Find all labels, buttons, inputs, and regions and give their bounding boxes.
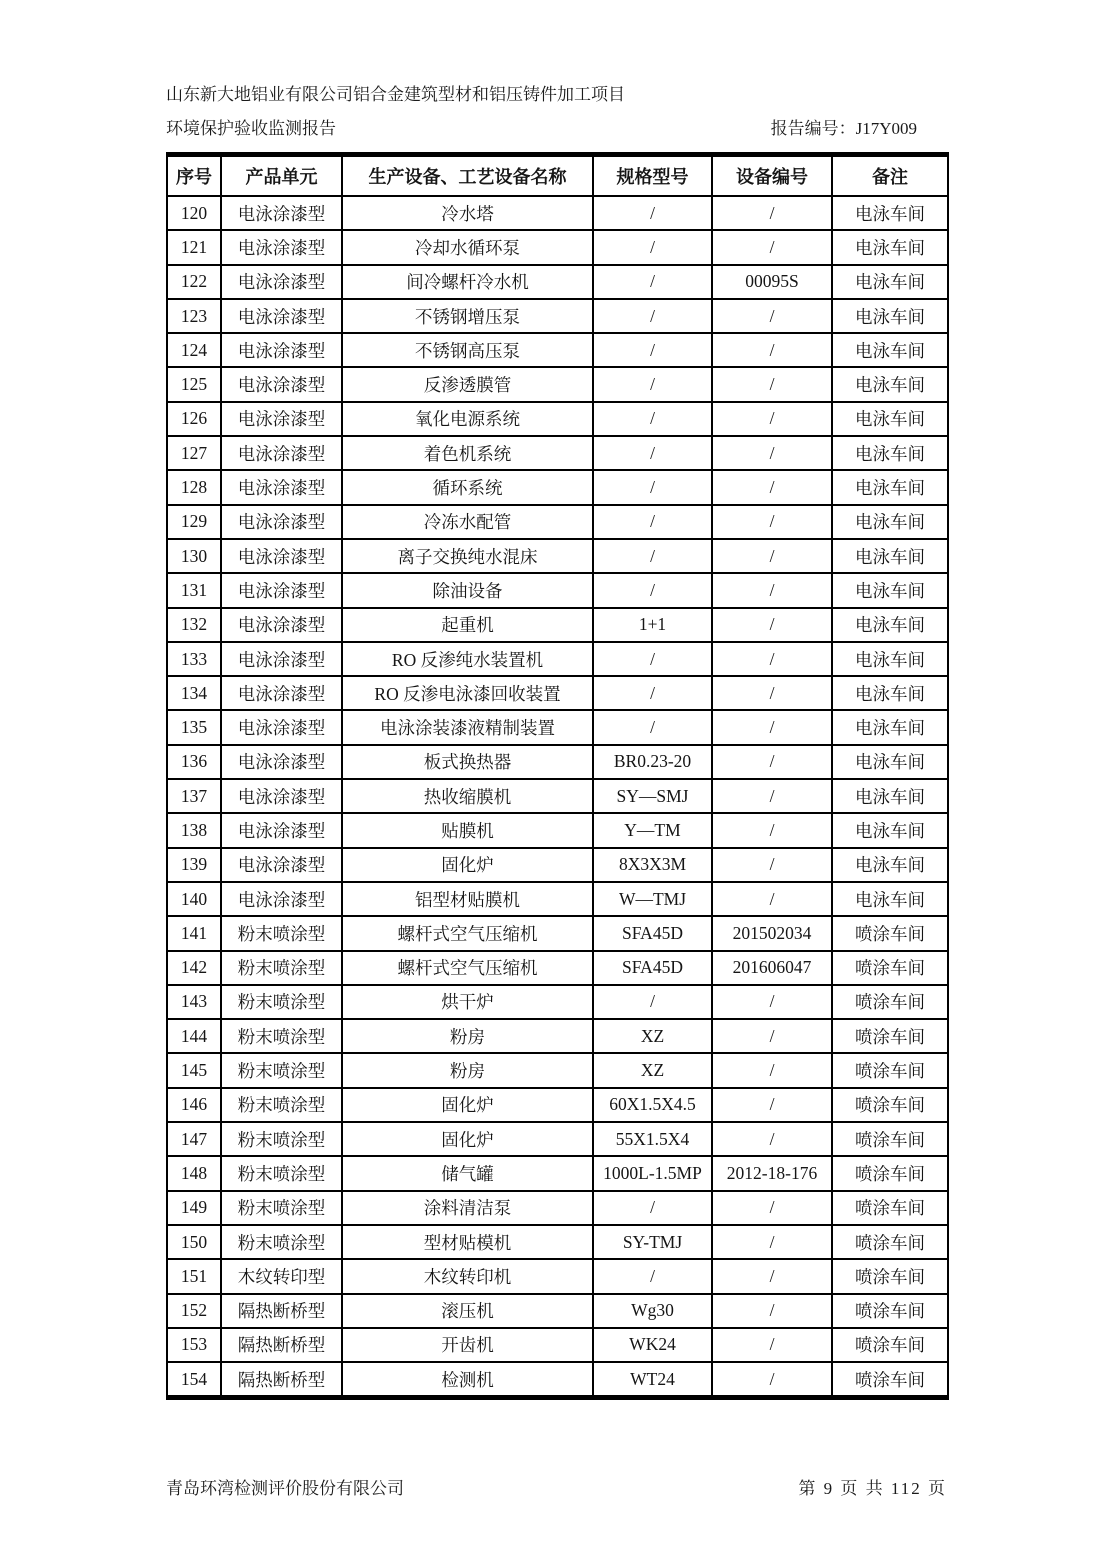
cell-product-unit: 粉末喷涂型 <box>221 985 342 1019</box>
table-row <box>167 985 948 1019</box>
cell-equipment-name: 螺杆式空气压缩机 <box>342 916 593 950</box>
table-head <box>167 155 948 197</box>
cell-product-unit: 隔热断桥型 <box>221 1294 342 1328</box>
cell-product-unit: 粉末喷涂型 <box>221 1191 342 1225</box>
cell-index: 134 <box>167 676 221 710</box>
cell-remark: 电泳车间 <box>832 745 948 779</box>
cell-product-unit: 电泳涂漆型 <box>221 539 342 573</box>
cell-product-unit: 电泳涂漆型 <box>221 573 342 607</box>
cell-index: 124 <box>167 333 221 367</box>
cell-remark: 喷涂车间 <box>832 1156 948 1190</box>
column-header-cell-equipment-name: 生产设备、工艺设备名称 <box>342 155 593 197</box>
table-row <box>167 1053 948 1087</box>
cell-product-unit: 电泳涂漆型 <box>221 230 342 264</box>
cell-equipment-name: 板式换热器 <box>342 745 593 779</box>
cell-equipment-name: 滚压机 <box>342 1294 593 1328</box>
cell-index: 132 <box>167 608 221 642</box>
cell-spec-model: / <box>593 573 712 607</box>
cell-remark: 电泳车间 <box>832 779 948 813</box>
cell-equipment-name: 循环系统 <box>342 470 593 504</box>
cell-product-unit: 电泳涂漆型 <box>221 813 342 847</box>
page-content <box>166 0 947 1499</box>
cell-equipment-name: 离子交换纯水混床 <box>342 539 593 573</box>
cell-index: 152 <box>167 1294 221 1328</box>
cell-equipment-no: / <box>712 230 832 264</box>
cell-equipment-no: 201502034 <box>712 916 832 950</box>
cell-index: 137 <box>167 779 221 813</box>
table-row <box>167 745 948 779</box>
cell-equipment-name: 涂料清洁泵 <box>342 1191 593 1225</box>
cell-spec-model: / <box>593 642 712 676</box>
cell-product-unit: 电泳涂漆型 <box>221 436 342 470</box>
cell-index: 133 <box>167 642 221 676</box>
cell-index: 139 <box>167 848 221 882</box>
cell-index: 121 <box>167 230 221 264</box>
cell-spec-model: 8X3X3M <box>593 848 712 882</box>
cell-remark: 喷涂车间 <box>832 1088 948 1122</box>
document-header <box>166 0 947 146</box>
cell-equipment-name: 固化炉 <box>342 848 593 882</box>
cell-spec-model: W—TMJ <box>593 882 712 916</box>
cell-remark: 电泳车间 <box>832 299 948 333</box>
cell-equipment-name: 冷冻水配管 <box>342 505 593 539</box>
table-row <box>167 299 948 333</box>
cell-equipment-no: / <box>712 1362 832 1398</box>
cell-remark: 电泳车间 <box>832 710 948 744</box>
table-row <box>167 642 948 676</box>
column-header-cell-remark: 备注 <box>832 155 948 197</box>
cell-equipment-name: 开齿机 <box>342 1328 593 1362</box>
column-header-cell-equipment-no: 设备编号 <box>712 155 832 197</box>
table-row <box>167 779 948 813</box>
table-row <box>167 848 948 882</box>
cell-product-unit: 电泳涂漆型 <box>221 745 342 779</box>
cell-equipment-name: 冷却水循环泵 <box>342 230 593 264</box>
cell-index: 153 <box>167 1328 221 1362</box>
cell-equipment-no: / <box>712 676 832 710</box>
table-row <box>167 951 948 985</box>
table-row <box>167 1019 948 1053</box>
cell-equipment-no: 2012-18-176 <box>712 1156 832 1190</box>
cell-spec-model: Wg30 <box>593 1294 712 1328</box>
cell-equipment-no: / <box>712 470 832 504</box>
cell-spec-model: SY-TMJ <box>593 1225 712 1259</box>
cell-remark: 电泳车间 <box>832 882 948 916</box>
table-row <box>167 1362 948 1398</box>
cell-equipment-name: 固化炉 <box>342 1122 593 1156</box>
cell-product-unit: 电泳涂漆型 <box>221 299 342 333</box>
table-row <box>167 333 948 367</box>
cell-equipment-no: / <box>712 710 832 744</box>
table-row <box>167 1259 948 1293</box>
cell-product-unit: 电泳涂漆型 <box>221 402 342 436</box>
cell-remark: 喷涂车间 <box>832 1328 948 1362</box>
cell-spec-model: / <box>593 265 712 299</box>
cell-equipment-no: / <box>712 333 832 367</box>
doc-title-row <box>166 112 947 146</box>
table-row <box>167 882 948 916</box>
table-row <box>167 402 948 436</box>
cell-product-unit: 电泳涂漆型 <box>221 196 342 230</box>
cell-remark: 电泳车间 <box>832 813 948 847</box>
table-row <box>167 710 948 744</box>
cell-remark: 电泳车间 <box>832 367 948 401</box>
cell-remark: 喷涂车间 <box>832 1259 948 1293</box>
cell-equipment-name: RO 反渗电泳漆回收装置 <box>342 676 593 710</box>
cell-equipment-name: 粉房 <box>342 1053 593 1087</box>
cell-index: 151 <box>167 1259 221 1293</box>
cell-spec-model: / <box>593 1191 712 1225</box>
cell-remark: 电泳车间 <box>832 333 948 367</box>
cell-product-unit: 粉末喷涂型 <box>221 1019 342 1053</box>
cell-remark: 喷涂车间 <box>832 1122 948 1156</box>
cell-product-unit: 粉末喷涂型 <box>221 951 342 985</box>
cell-index: 146 <box>167 1088 221 1122</box>
cell-remark: 电泳车间 <box>832 848 948 882</box>
cell-equipment-no: / <box>712 505 832 539</box>
report-number: 报告编号：J17Y009 <box>770 119 917 138</box>
cell-index: 125 <box>167 367 221 401</box>
cell-spec-model: BR0.23-20 <box>593 745 712 779</box>
cell-spec-model: / <box>593 436 712 470</box>
table-row <box>167 196 948 230</box>
cell-product-unit: 粉末喷涂型 <box>221 1122 342 1156</box>
cell-remark: 电泳车间 <box>832 539 948 573</box>
cell-index: 145 <box>167 1053 221 1087</box>
cell-index: 135 <box>167 710 221 744</box>
table-row <box>167 367 948 401</box>
cell-spec-model: WT24 <box>593 1362 712 1398</box>
cell-index: 149 <box>167 1191 221 1225</box>
table-row <box>167 265 948 299</box>
cell-index: 140 <box>167 882 221 916</box>
cell-equipment-name: 冷水塔 <box>342 196 593 230</box>
cell-equipment-no: / <box>712 573 832 607</box>
cell-equipment-no: / <box>712 985 832 1019</box>
cell-spec-model: SFA45D <box>593 951 712 985</box>
document-footer <box>166 1474 947 1499</box>
table-row <box>167 676 948 710</box>
cell-equipment-no: / <box>712 745 832 779</box>
cell-remark: 电泳车间 <box>832 470 948 504</box>
cell-equipment-no: / <box>712 539 832 573</box>
cell-spec-model: / <box>593 710 712 744</box>
table-row <box>167 608 948 642</box>
footer-page-info: 第 9 页 共 112 页 <box>798 1479 947 1499</box>
cell-spec-model: / <box>593 1259 712 1293</box>
cell-equipment-no: / <box>712 642 832 676</box>
cell-remark: 电泳车间 <box>832 676 948 710</box>
cell-equipment-no: / <box>712 1122 832 1156</box>
cell-equipment-name: 电泳涂装漆液精制装置 <box>342 710 593 744</box>
cell-remark: 电泳车间 <box>832 573 948 607</box>
cell-index: 120 <box>167 196 221 230</box>
cell-spec-model: / <box>593 539 712 573</box>
cell-remark: 电泳车间 <box>832 402 948 436</box>
cell-index: 129 <box>167 505 221 539</box>
cell-spec-model: / <box>593 505 712 539</box>
cell-equipment-no: 201606047 <box>712 951 832 985</box>
cell-equipment-name: 不锈钢高压泵 <box>342 333 593 367</box>
cell-equipment-no: / <box>712 813 832 847</box>
cell-index: 147 <box>167 1122 221 1156</box>
cell-equipment-name: 除油设备 <box>342 573 593 607</box>
table-row <box>167 573 948 607</box>
cell-equipment-no: / <box>712 882 832 916</box>
cell-equipment-no: / <box>712 299 832 333</box>
table-row <box>167 1328 948 1362</box>
cell-remark: 喷涂车间 <box>832 1191 948 1225</box>
cell-equipment-no: / <box>712 1225 832 1259</box>
cell-index: 128 <box>167 470 221 504</box>
cell-remark: 电泳车间 <box>832 642 948 676</box>
cell-remark: 电泳车间 <box>832 230 948 264</box>
cell-remark: 电泳车间 <box>832 608 948 642</box>
table-row <box>167 436 948 470</box>
cell-equipment-name: 铝型材贴膜机 <box>342 882 593 916</box>
cell-index: 154 <box>167 1362 221 1398</box>
cell-equipment-no: / <box>712 1088 832 1122</box>
column-header-cell-spec-model: 规格型号 <box>593 155 712 197</box>
cell-equipment-no: / <box>712 1019 832 1053</box>
table-row <box>167 470 948 504</box>
cell-index: 130 <box>167 539 221 573</box>
cell-equipment-no: / <box>712 1294 832 1328</box>
cell-equipment-name: 热收缩膜机 <box>342 779 593 813</box>
cell-spec-model: XZ <box>593 1019 712 1053</box>
cell-spec-model: 55X1.5X4 <box>593 1122 712 1156</box>
cell-product-unit: 隔热断桥型 <box>221 1362 342 1398</box>
table-row <box>167 1225 948 1259</box>
cell-spec-model: SFA45D <box>593 916 712 950</box>
cell-equipment-name: 间冷螺杆冷水机 <box>342 265 593 299</box>
cell-remark: 喷涂车间 <box>832 1053 948 1087</box>
cell-product-unit: 电泳涂漆型 <box>221 710 342 744</box>
cell-spec-model: 1+1 <box>593 608 712 642</box>
cell-spec-model: / <box>593 470 712 504</box>
cell-equipment-no: / <box>712 779 832 813</box>
cell-remark: 喷涂车间 <box>832 1294 948 1328</box>
cell-index: 131 <box>167 573 221 607</box>
cell-spec-model: / <box>593 402 712 436</box>
cell-equipment-name: 粉房 <box>342 1019 593 1053</box>
cell-equipment-no: / <box>712 608 832 642</box>
cell-remark: 喷涂车间 <box>832 1225 948 1259</box>
cell-product-unit: 电泳涂漆型 <box>221 676 342 710</box>
cell-product-unit: 电泳涂漆型 <box>221 333 342 367</box>
cell-spec-model: 60X1.5X4.5 <box>593 1088 712 1122</box>
cell-equipment-no: / <box>712 402 832 436</box>
table-row <box>167 539 948 573</box>
table-row <box>167 1122 948 1156</box>
cell-index: 127 <box>167 436 221 470</box>
cell-equipment-no: / <box>712 1259 832 1293</box>
cell-equipment-name: 着色机系统 <box>342 436 593 470</box>
cell-remark: 喷涂车间 <box>832 1362 948 1398</box>
cell-equipment-name: 反渗透膜管 <box>342 367 593 401</box>
cell-product-unit: 电泳涂漆型 <box>221 265 342 299</box>
cell-equipment-no: / <box>712 367 832 401</box>
cell-spec-model: SY—SMJ <box>593 779 712 813</box>
cell-equipment-name: 检测机 <box>342 1362 593 1398</box>
table-row <box>167 916 948 950</box>
cell-index: 136 <box>167 745 221 779</box>
cell-equipment-no: 00095S <box>712 265 832 299</box>
cell-product-unit: 粉末喷涂型 <box>221 1156 342 1190</box>
cell-index: 141 <box>167 916 221 950</box>
cell-index: 138 <box>167 813 221 847</box>
cell-equipment-name: 烘干炉 <box>342 985 593 1019</box>
cell-product-unit: 隔热断桥型 <box>221 1328 342 1362</box>
table-body <box>167 196 948 1398</box>
cell-equipment-no: / <box>712 196 832 230</box>
cell-equipment-name: RO 反渗纯水装置机 <box>342 642 593 676</box>
cell-equipment-name: 固化炉 <box>342 1088 593 1122</box>
table-row <box>167 505 948 539</box>
table-row <box>167 1294 948 1328</box>
cell-product-unit: 粉末喷涂型 <box>221 1225 342 1259</box>
cell-product-unit: 粉末喷涂型 <box>221 1088 342 1122</box>
cell-spec-model: / <box>593 333 712 367</box>
cell-remark: 电泳车间 <box>832 265 948 299</box>
equipment-table <box>166 152 949 1400</box>
cell-spec-model: / <box>593 985 712 1019</box>
cell-product-unit: 电泳涂漆型 <box>221 882 342 916</box>
column-header-cell-product-unit: 产品单元 <box>221 155 342 197</box>
cell-product-unit: 电泳涂漆型 <box>221 470 342 504</box>
cell-spec-model: / <box>593 299 712 333</box>
cell-spec-model: Y—TM <box>593 813 712 847</box>
cell-product-unit: 电泳涂漆型 <box>221 367 342 401</box>
cell-index: 148 <box>167 1156 221 1190</box>
table-row <box>167 1088 948 1122</box>
cell-index: 142 <box>167 951 221 985</box>
cell-remark: 电泳车间 <box>832 505 948 539</box>
cell-index: 126 <box>167 402 221 436</box>
cell-product-unit: 木纹转印型 <box>221 1259 342 1293</box>
cell-spec-model: / <box>593 367 712 401</box>
table-header-row <box>167 155 948 197</box>
cell-product-unit: 粉末喷涂型 <box>221 1053 342 1087</box>
cell-equipment-no: / <box>712 1191 832 1225</box>
doc-title-line2: 环境保护验收监测报告 <box>166 119 336 138</box>
cell-equipment-no: / <box>712 1328 832 1362</box>
cell-equipment-no: / <box>712 848 832 882</box>
cell-remark: 喷涂车间 <box>832 951 948 985</box>
cell-index: 123 <box>167 299 221 333</box>
table-row <box>167 230 948 264</box>
cell-spec-model: XZ <box>593 1053 712 1087</box>
cell-index: 150 <box>167 1225 221 1259</box>
cell-product-unit: 电泳涂漆型 <box>221 779 342 813</box>
cell-product-unit: 电泳涂漆型 <box>221 642 342 676</box>
cell-equipment-no: / <box>712 436 832 470</box>
cell-product-unit: 电泳涂漆型 <box>221 848 342 882</box>
cell-spec-model: 1000L-1.5MP <box>593 1156 712 1190</box>
cell-equipment-name: 型材贴模机 <box>342 1225 593 1259</box>
cell-equipment-name: 氧化电源系统 <box>342 402 593 436</box>
cell-equipment-name: 螺杆式空气压缩机 <box>342 951 593 985</box>
cell-remark: 喷涂车间 <box>832 916 948 950</box>
cell-remark: 喷涂车间 <box>832 1019 948 1053</box>
doc-title-line1: 山东新大地铝业有限公司铝合金建筑型材和铝压铸件加工项目 <box>166 85 625 104</box>
cell-spec-model: / <box>593 196 712 230</box>
cell-equipment-name: 储气罐 <box>342 1156 593 1190</box>
cell-equipment-name: 贴膜机 <box>342 813 593 847</box>
cell-remark: 喷涂车间 <box>832 985 948 1019</box>
cell-product-unit: 电泳涂漆型 <box>221 505 342 539</box>
cell-remark: 电泳车间 <box>832 436 948 470</box>
footer-company: 青岛环湾检测评价股份有限公司 <box>166 1479 404 1499</box>
cell-equipment-name: 不锈钢增压泵 <box>342 299 593 333</box>
cell-index: 144 <box>167 1019 221 1053</box>
cell-remark: 电泳车间 <box>832 196 948 230</box>
cell-spec-model: / <box>593 676 712 710</box>
cell-equipment-name: 木纹转印机 <box>342 1259 593 1293</box>
table-row <box>167 1156 948 1190</box>
cell-equipment-no: / <box>712 1053 832 1087</box>
column-header-cell-index: 序号 <box>167 155 221 197</box>
cell-equipment-name: 起重机 <box>342 608 593 642</box>
cell-spec-model: / <box>593 230 712 264</box>
table-row <box>167 1191 948 1225</box>
cell-spec-model: WK24 <box>593 1328 712 1362</box>
cell-index: 122 <box>167 265 221 299</box>
table-row <box>167 813 948 847</box>
cell-product-unit: 电泳涂漆型 <box>221 608 342 642</box>
cell-product-unit: 粉末喷涂型 <box>221 916 342 950</box>
cell-index: 143 <box>167 985 221 1019</box>
